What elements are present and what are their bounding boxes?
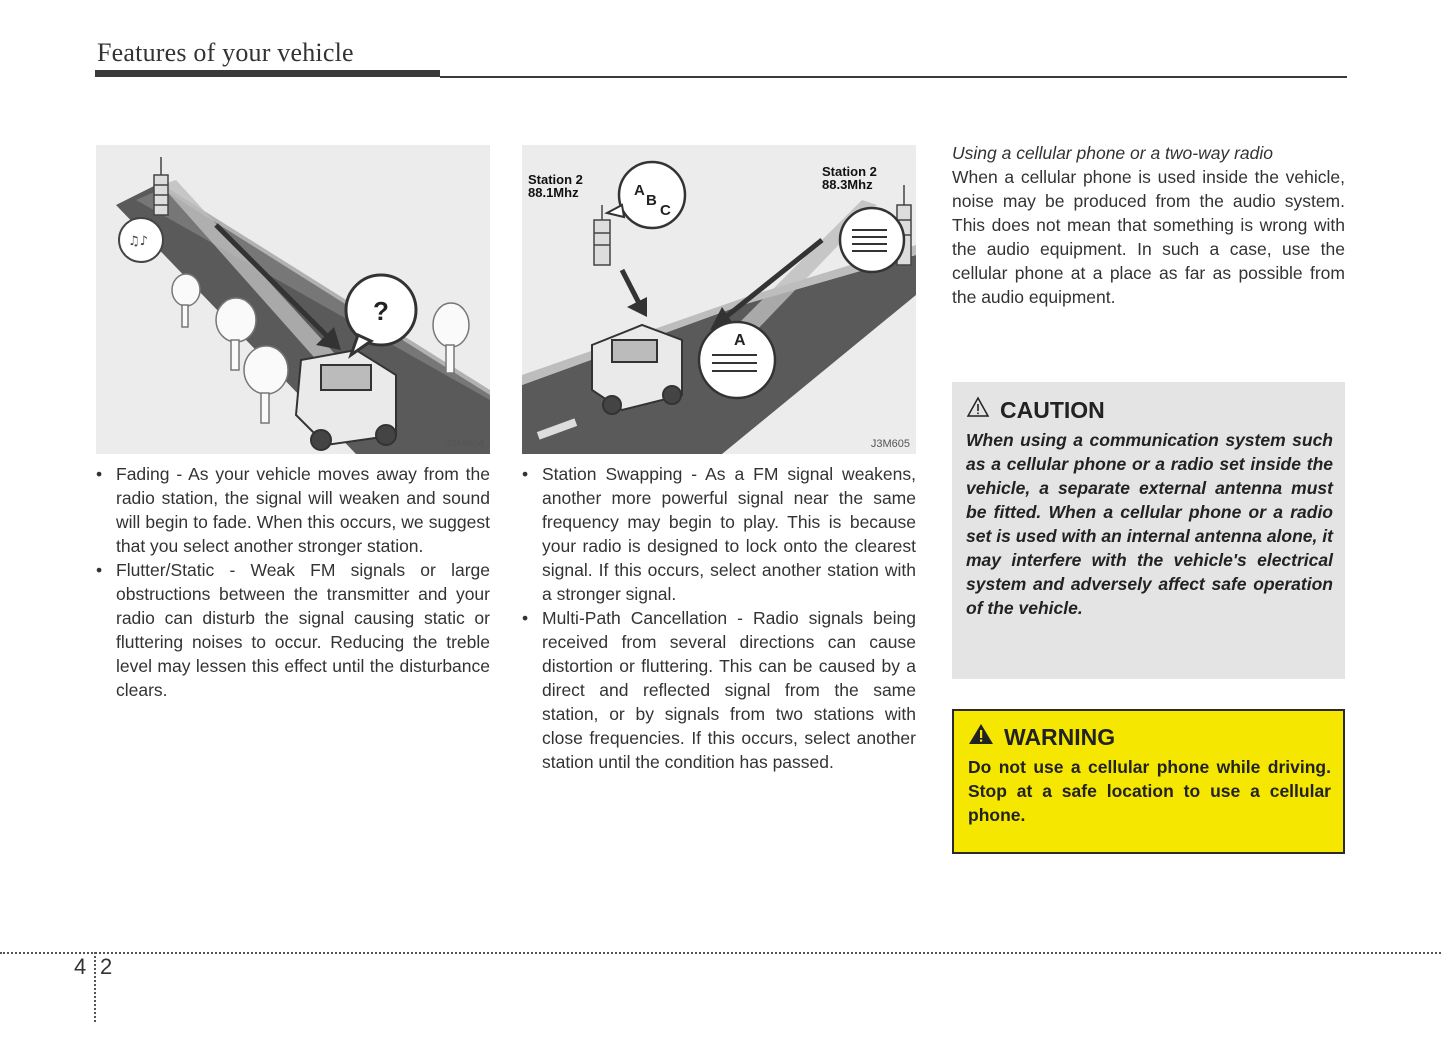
caution-text: When using a communication system such as a cellular phone or a radio set inside the vehicle, a separate external antenna must be fitted. When a cellular phone or a radio set is used with an internal antenna alone, it may interfere with the vehicle's electrical system and adversely affect safe operation of the vehicle. (966, 430, 1333, 618)
figure-fading-illustration (96, 145, 490, 454)
question-bubble-text: ? (373, 296, 389, 326)
cellular-subheading: Using a cellular phone or a two-way radio (952, 143, 1273, 163)
svg-text:C: C (660, 202, 671, 219)
station-left-label: Station 2 88.1Mhz (528, 172, 583, 200)
caution-heading (966, 396, 1333, 424)
figure-code: J3M605 (870, 438, 910, 450)
svg-text:B: B (646, 192, 657, 209)
cellular-paragraph: When a cellular phone is used inside the vehicle, noise may be produced from the audio system. This does not mean that something is wrong with the audio equipment. In such a case, use the cellular phone at a place as far as possible from the audio equipment. (952, 167, 1345, 307)
right-column-text (952, 142, 1345, 309)
header-rule-thick (95, 70, 440, 77)
bullet-multipath-cancellation: • Multi-Path Cancellation - Radio signals being received from several directions can cause distortion or fluttering. This can be caused by a direct and reflected signal from the same station, or by signals from two stations with close frequencies. If this occurs, select another station until the condition has passed. (522, 606, 916, 774)
bullet-flutter-static: • Flutter/Static - Weak FM signals or large obstructions between the transmitter and your radio can disturb the signal causing static or fluttering noises to occur. Reducing the treble level may lessen this effect until the disturbance clears. (96, 558, 490, 702)
page-number: 2 (100, 954, 113, 979)
bullet-fading: • Fading - As your vehicle moves away from the radio station, the signal will weaken and sound will begin to fade. When this occurs, we suggest that you select another stronger station. (96, 462, 490, 558)
warning-text: Do not use a cellular phone while driving. Stop at a safe location to use a cellular phone. (968, 757, 1331, 825)
svg-text:A: A (634, 182, 645, 199)
caution-title: CAUTION (1000, 396, 1105, 423)
page-header-title: Features of your vehicle (97, 38, 354, 67)
svg-text:A: A (734, 332, 746, 349)
warning-triangle-outline-icon (966, 396, 990, 424)
footer-vertical-dots (94, 952, 96, 1022)
station-right-label: Station 2 88.3Mhz (822, 164, 877, 192)
header-rule-thin (440, 76, 1347, 78)
footer-dotted-rule (0, 952, 1441, 954)
warning-title: WARNING (1004, 723, 1116, 750)
figure-station-swap-illustration (522, 145, 916, 454)
fading-illustration (96, 145, 490, 454)
figure-code: J3M604 (444, 438, 484, 450)
caution-box (952, 382, 1345, 679)
warning-heading (968, 723, 1331, 751)
page-chapter-number: 4 (74, 954, 87, 979)
bullet-station-swapping: • Station Swapping - As a FM signal weakens, another more powerful signal near the same frequency may begin to play. This is because your radio is designed to lock onto the clearest signal. If this occurs, select another station with a stronger signal. (522, 462, 916, 606)
left-column-text (96, 462, 490, 702)
warning-box (952, 709, 1345, 854)
warning-triangle-filled-icon (968, 723, 994, 751)
svg-text:♫♪: ♫♪ (128, 234, 148, 249)
middle-column-text (522, 462, 916, 774)
